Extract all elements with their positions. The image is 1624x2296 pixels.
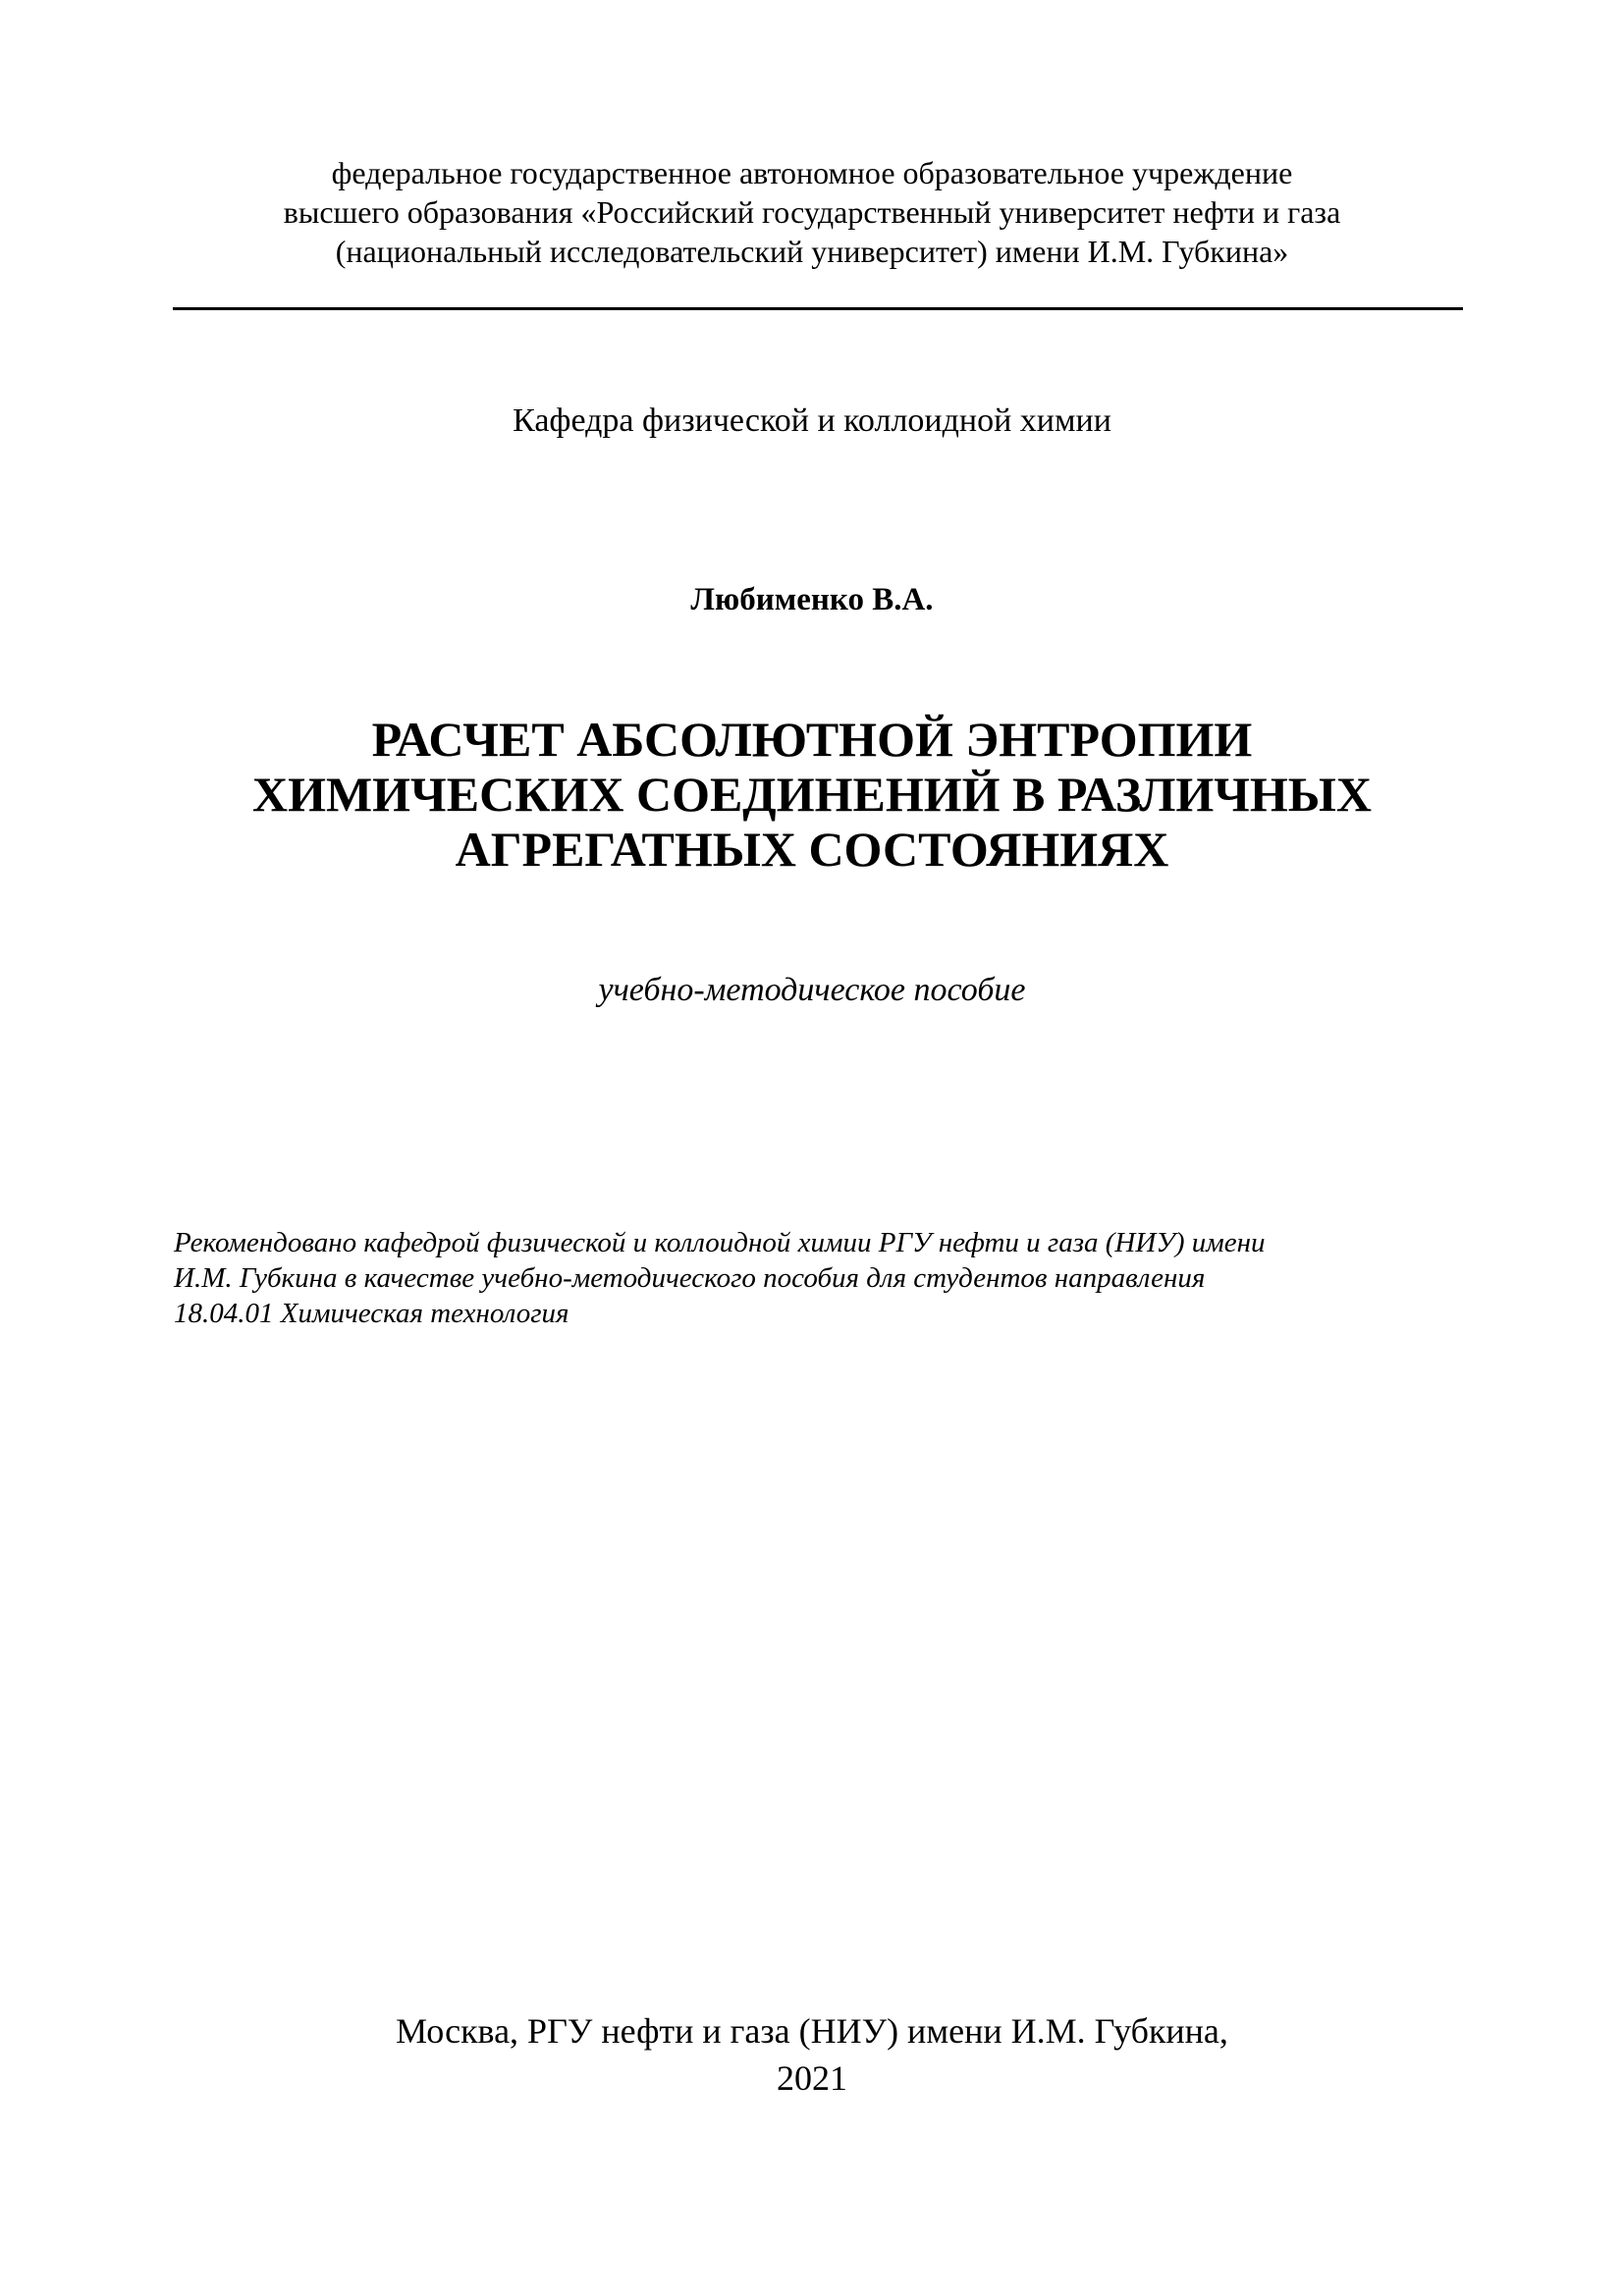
title-line-1: РАСЧЕТ АБСОЛЮТНОЙ ЭНТРОПИИ	[371, 712, 1253, 767]
institution-header	[0, 153, 1624, 271]
title-line-2: ХИМИЧЕСКИХ СОЕДИНЕНИЙ В РАЗЛИЧНЫХ	[251, 767, 1373, 822]
header-divider	[173, 307, 1463, 310]
institution-line-2: высшего образования «Российский государственный университет нефти и газа	[283, 194, 1341, 230]
imprint	[0, 2007, 1624, 2102]
recommendation-line-2: И.М. Губкина в качестве учебно-методического пособия для студентов направления	[174, 1262, 1206, 1294]
author-name: Любименко В.А.	[690, 582, 934, 617]
department-name: Кафедра физической и коллоидной химии	[513, 402, 1111, 439]
title-line-3: АГРЕГАТНЫХ СОСТОЯНИЯХ	[455, 822, 1169, 877]
imprint-year: 2021	[777, 2058, 847, 2098]
imprint-place-publisher: Москва, РГУ нефти и газа (НИУ) имени И.М. Губкина,	[396, 2011, 1228, 2051]
document-type: учебно-методическое пособие	[598, 972, 1026, 1008]
institution-line-1: федеральное государственное автономное образовательное учреждение	[331, 155, 1293, 190]
document-title	[0, 712, 1624, 877]
recommendation-line-3: 18.04.01 Химическая технология	[174, 1298, 569, 1329]
recommendation-note	[174, 1225, 1470, 1331]
recommendation-line-1: Рекомендовано кафедрой физической и коллоидной химии РГУ нефти и газа (НИУ) имени	[174, 1227, 1266, 1258]
institution-line-3: (национальный исследовательский университет) имени И.М. Губкина»	[335, 234, 1289, 269]
